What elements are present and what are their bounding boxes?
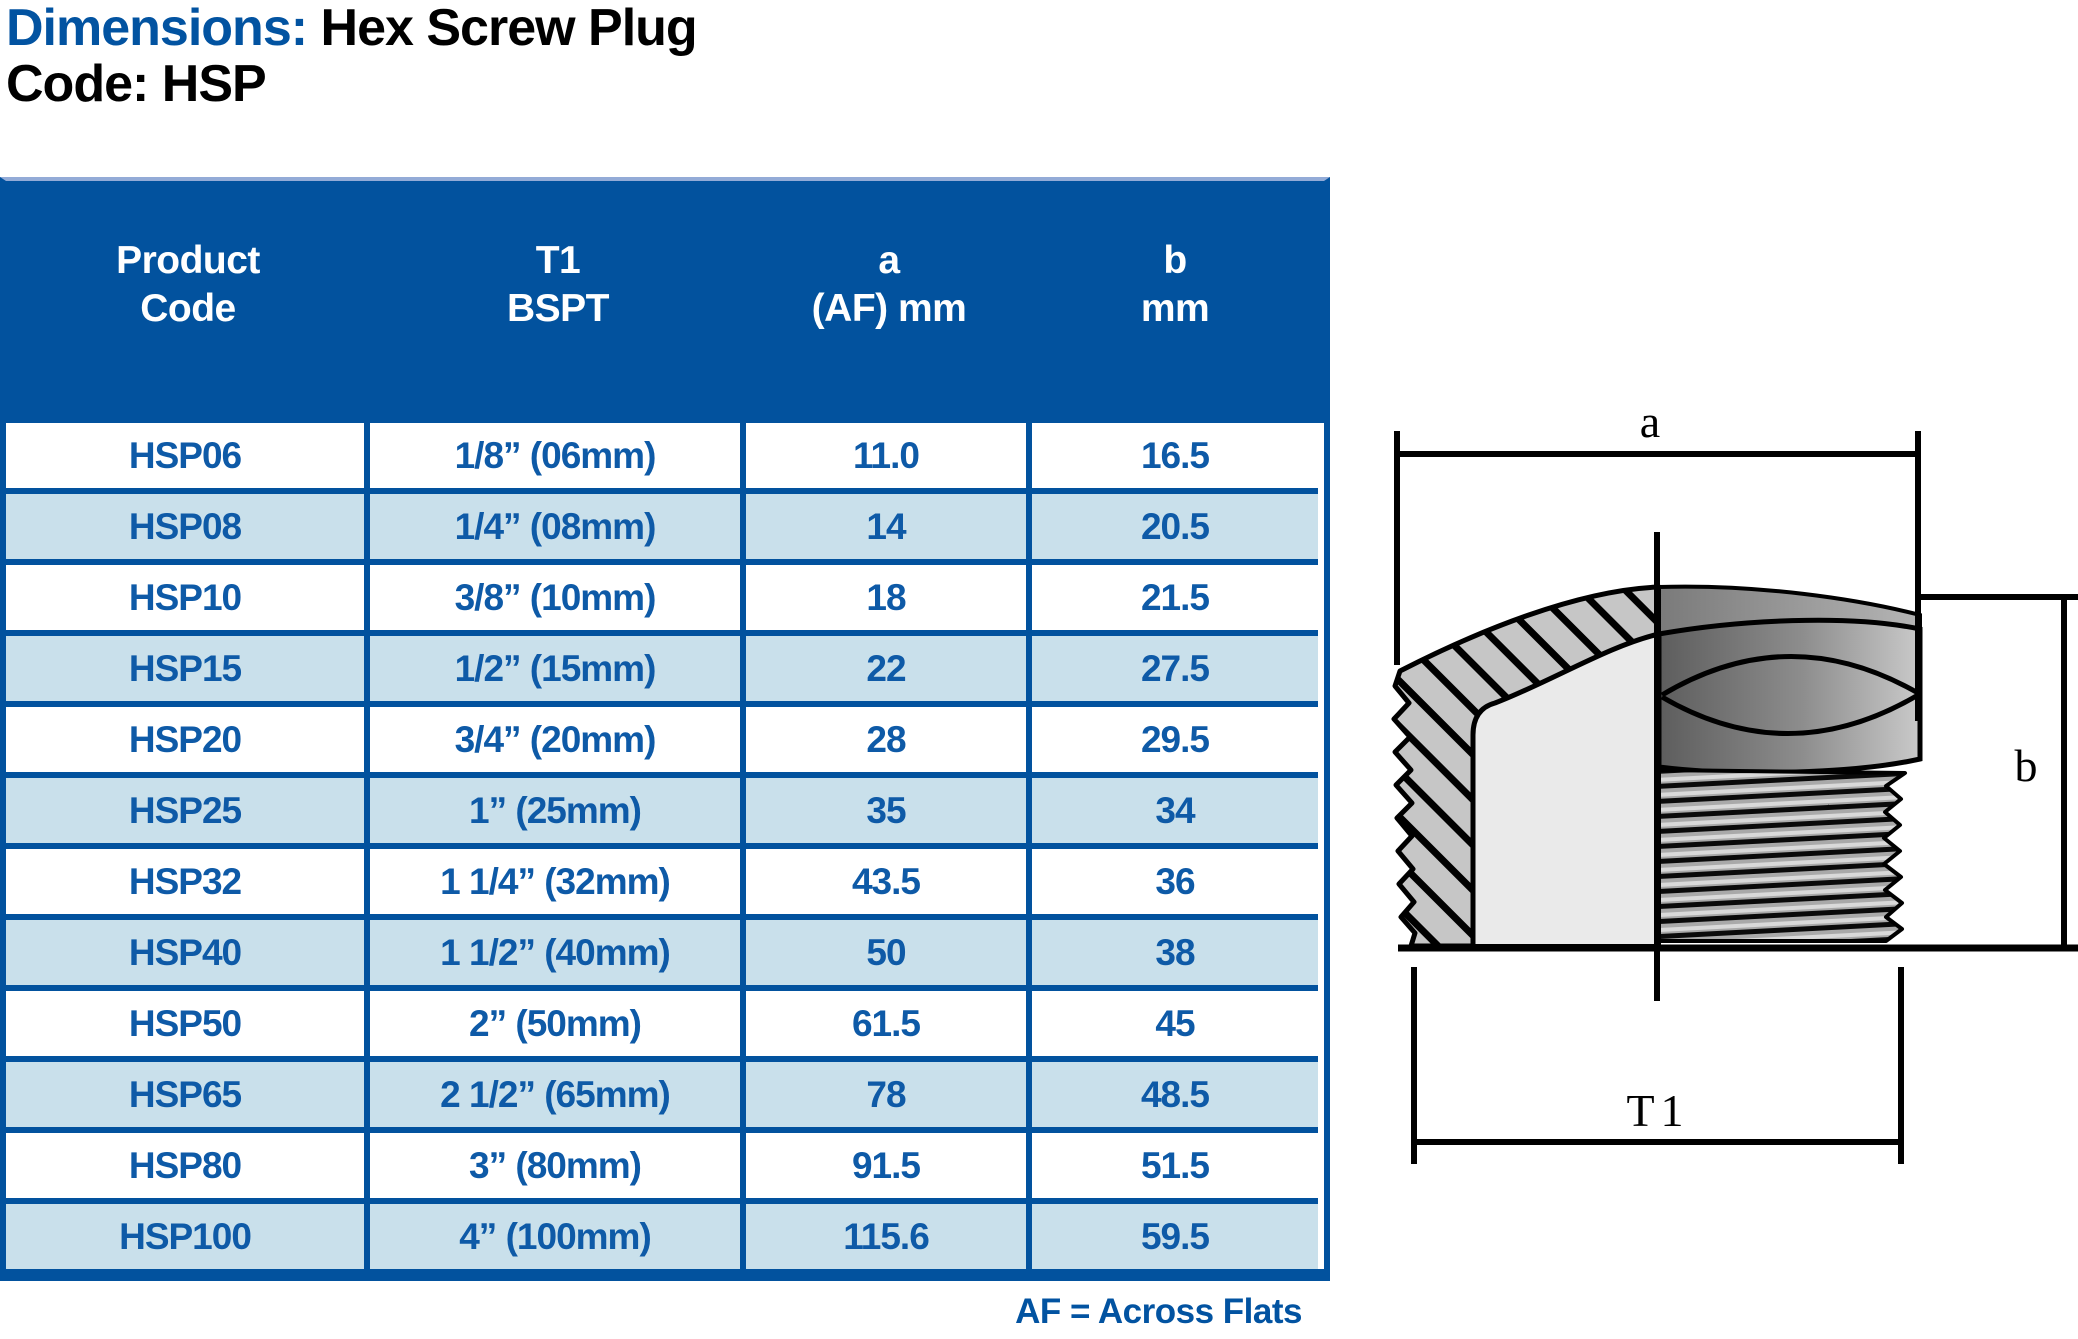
cell-product-code: HSP25 [6,778,370,849]
cell-t1-bspt: 1/2” (15mm) [370,636,746,707]
cell-b: 59.5 [1032,1204,1318,1269]
table-row [6,920,1324,991]
title-line-1 [6,0,697,56]
cell-a-af: 43.5 [746,849,1032,920]
cell-b: 45 [1032,991,1318,1062]
cell-product-code: HSP65 [6,1062,370,1133]
header-text: b [1163,239,1187,282]
cell-product-code: HSP32 [6,849,370,920]
cell-a-af: 28 [746,707,1032,778]
header-t1-bspt [370,181,746,423]
table-row [6,849,1324,920]
cell-b: 51.5 [1032,1133,1318,1204]
table-row [6,1133,1324,1204]
cell-product-code: HSP10 [6,565,370,636]
header-a-af-mm [746,181,1032,423]
cell-product-code: HSP15 [6,636,370,707]
cell-a-af: 61.5 [746,991,1032,1062]
cell-b: 38 [1032,920,1318,991]
cell-a-af: 18 [746,565,1032,636]
cell-t1-bspt: 2 1/2” (65mm) [370,1062,746,1133]
table-header-row [6,181,1324,423]
cell-product-code: HSP100 [6,1204,370,1269]
title-product-name: Hex Screw Plug [307,0,697,57]
title-dimensions-label: Dimensions: [6,0,308,57]
header-text: T1 [535,239,581,282]
cell-a-af: 50 [746,920,1032,991]
cell-a-af: 91.5 [746,1133,1032,1204]
table-row [6,494,1324,565]
cell-t1-bspt: 3” (80mm) [370,1133,746,1204]
dim-a-label: a [1639,396,1661,447]
cell-t1-bspt: 1 1/2” (40mm) [370,920,746,991]
header-text: mm [1140,287,1210,330]
cell-b: 29.5 [1032,707,1318,778]
cell-b: 16.5 [1032,423,1318,494]
cell-t1-bspt: 1/8” (06mm) [370,423,746,494]
table-row [6,991,1324,1062]
plug-threads [1659,770,1905,941]
af-footnote: AF = Across Flats [1015,1292,1302,1331]
header-text: BSPT [506,287,609,330]
cell-a-af: 35 [746,778,1032,849]
table-row [6,565,1324,636]
cell-t1-bspt: 3/4” (20mm) [370,707,746,778]
hex-screw-plug-diagram [1378,393,2078,1339]
cell-t1-bspt: 3/8” (10mm) [370,565,746,636]
cell-b: 34 [1032,778,1318,849]
table-row [6,423,1324,494]
title-code-line: Code: HSP [6,55,266,113]
cell-product-code: HSP06 [6,423,370,494]
plug-hex-face [1659,620,1920,772]
dim-t1-label: T1 [1626,1085,1690,1136]
dimensions-table [0,177,1330,1281]
table-row [6,1062,1324,1133]
cell-product-code: HSP80 [6,1133,370,1204]
cell-a-af: 14 [746,494,1032,565]
cell-t1-bspt: 1 1/4” (32mm) [370,849,746,920]
cell-product-code: HSP20 [6,707,370,778]
cell-b: 27.5 [1032,636,1318,707]
cell-b: 48.5 [1032,1062,1318,1133]
table-row [6,636,1324,707]
cell-product-code: HSP40 [6,920,370,991]
cell-b: 20.5 [1032,494,1318,565]
cell-a-af: 115.6 [746,1204,1032,1269]
header-text: (AF) mm [811,287,967,330]
cell-t1-bspt: 2” (50mm) [370,991,746,1062]
cell-t1-bspt: 1/4” (08mm) [370,494,746,565]
header-b-mm [1032,181,1318,423]
page-title [6,0,697,112]
cell-product-code: HSP50 [6,991,370,1062]
cell-a-af: 11.0 [746,423,1032,494]
table-row [6,1204,1324,1269]
cell-product-code: HSP08 [6,494,370,565]
header-text: Code [140,287,236,330]
header-product-code [6,181,370,423]
dim-b-label: b [2014,740,2038,791]
cell-b: 36 [1032,849,1318,920]
cell-a-af: 78 [746,1062,1032,1133]
table-row [6,707,1324,778]
cell-a-af: 22 [746,636,1032,707]
table-row [6,778,1324,849]
header-text: Product [116,239,260,282]
cell-t1-bspt: 4” (100mm) [370,1204,746,1269]
cell-b: 21.5 [1032,565,1318,636]
header-text: a [878,239,900,282]
table-body [6,423,1324,1269]
cell-t1-bspt: 1” (25mm) [370,778,746,849]
